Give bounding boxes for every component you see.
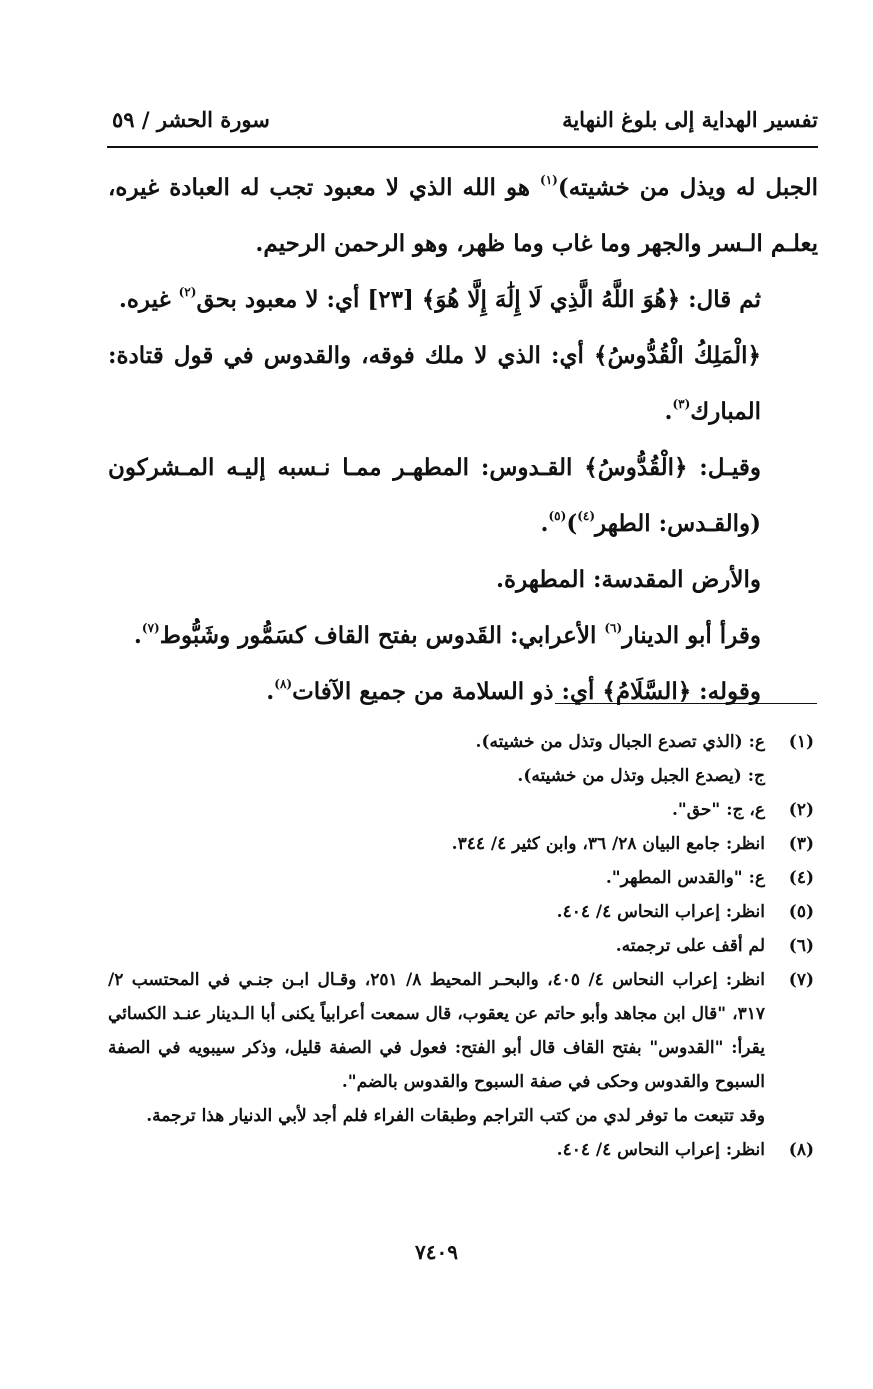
footnote-number: (٢)	[788, 800, 814, 820]
header-divider	[107, 146, 818, 148]
footnote-text: وقد تتبعت ما توفر لدي من كتب التراجم وطبقات الفراء فلم أجد لأبي الدنيار هذا ترجمة.	[146, 1106, 765, 1126]
footnote-text: انظر: إعراب النحاس ٤/ ٤٠٥، والبحـر المحيط ٨/ ٢٥١، وقـال ابـن جنـي في المحتسب ٢/ ٣١٧، "قال ابن مجاهد وأبو حاتم عن يعقوب، قال سمعت أعرابياً يكنى أبا الـدينار عنـد الكسائي يقرأ: "القدوس" بفتح القاف قال أبو الفتح: فعول في الصفة قليل، وذكر سيبويه في الصفة السبوح والقدوس وحكى في صفة السبوح والقدوس بالضم".	[108, 970, 765, 1092]
footnote-number: (١)	[788, 732, 814, 752]
footnote-ref: (٢)	[178, 285, 197, 300]
footnote-ref: (٦)	[604, 621, 623, 636]
running-header	[112, 98, 818, 132]
footnote-number: (٥)	[788, 902, 814, 922]
footnote-ref: (٥)	[548, 509, 567, 524]
footnote	[108, 725, 818, 793]
footnote-text: ع، ج: "حق".	[671, 800, 765, 820]
book-title: تفسير الهداية إلى بلوغ النهاية	[562, 107, 818, 132]
footnote	[108, 861, 818, 895]
footnote-number: (٨)	[788, 1140, 814, 1160]
footnote-ref: (٧)	[141, 621, 160, 636]
footnote-number: (٣)	[788, 834, 814, 854]
footnote	[108, 1133, 818, 1167]
footnote	[108, 793, 818, 827]
footnote	[108, 827, 818, 861]
footnote	[108, 929, 818, 963]
page-number: ٧٤٠٩	[415, 1240, 458, 1264]
paragraph: الجبل له ويذل من خشيته)$^{(١)}$ هو الله الذي لا معبود تجب له العبادة غيره، يعلـم الـسر والجهر وما غاب وما ظهر، وهو الرحمن الرحيم.	[108, 173, 819, 257]
paragraph: وقيـل: ﴿الْقُدُّوسُ﴾ القـدوس: المطهـر ممـا نـسبه إليـه المـشركون (والقـدس: الطهر$^{(٤)}$)$^{(٥)}$.	[108, 454, 761, 537]
footnote-ref: (١)	[540, 173, 558, 188]
footnote-number: (٦)	[788, 936, 814, 956]
paragraph: ﴿الْمَلِكُ الْقُدُّوسُ﴾ أي: الذي لا ملك فوقه، والقدوس في قول قتادة: المبارك$^{(٣)}$.	[108, 342, 761, 425]
footnotes	[108, 725, 818, 1167]
surah-reference: سورة الحشر / ٥٩	[112, 107, 270, 132]
footnote-text: انظر: إعراب النحاس ٤/ ٤٠٤.	[556, 902, 765, 922]
footnote-ref: (٤)	[577, 509, 596, 524]
footnote-text: انظر: إعراب النحاس ٤/ ٤٠٤.	[556, 1140, 765, 1160]
footnote-divider	[555, 703, 817, 704]
footnote-ref: (٨)	[274, 677, 293, 692]
footnote	[108, 963, 818, 1133]
footnote-ref: (٣)	[672, 397, 691, 412]
paragraph: والأرض المقدسة: المطهرة.	[496, 566, 761, 593]
footnote-text: انظر: جامع البيان ٢٨/ ٣٦، وابن كثير ٤/ ٣٤٤.	[451, 834, 765, 854]
footnote-number: (٤)	[788, 868, 814, 888]
footnote-text: ج: (يصدع الجبل وتذل من خشيته).	[517, 766, 765, 786]
paragraph: ثم قال: ﴿هُوَ اللَّهُ الَّذِي لَا إِلَٰهَ إِلَّا هُوَ﴾ [٢٣] أي: لا معبود بحق$^{(٢)}$ غيره.	[118, 285, 761, 313]
footnote	[108, 895, 818, 929]
footnote-text: ع: "والقدس المطهر".	[605, 868, 765, 888]
footnote-text: لم أقف على ترجمته.	[615, 936, 765, 956]
main-text	[108, 160, 818, 720]
footnote-text: ع: (الذي تصدع الجبال وتذل من خشيته).	[475, 732, 765, 752]
footnote-number: (٧)	[788, 970, 814, 990]
paragraph: وقوله: ﴿السَّلَامُ﴾ أي: ذو السلامة من جميع الآفات$^{(٨)}$.	[266, 677, 761, 705]
paragraph: وقرأ أبو الدينار$^{(٦)}$ الأعرابي: القَدوس بفتح القاف كسَمُّور وشَبُّوط$^{(٧)}$.	[133, 621, 761, 649]
